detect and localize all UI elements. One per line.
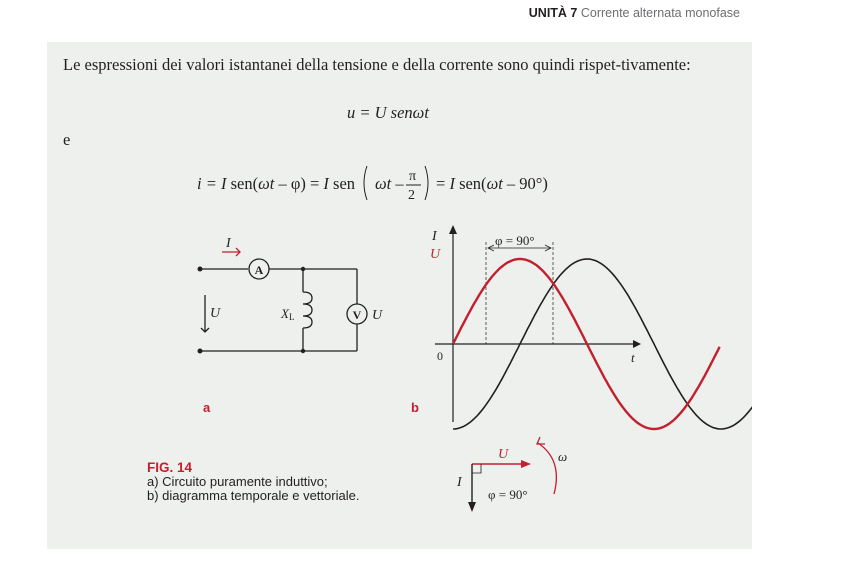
subfigure-b-label: b (411, 400, 419, 415)
waveform-y-label-voltage: U (430, 247, 441, 262)
circuit-diagram (200, 248, 367, 351)
phasor-current-label: I (457, 475, 462, 490)
voltmeter-value-label: U (372, 308, 383, 323)
eq-pi: π (409, 169, 417, 184)
subfigure-a-label: a (203, 400, 211, 415)
figure-caption-line-a: a) Circuito puramente induttivo; (147, 474, 328, 489)
phasor-omega-label: ω (558, 449, 568, 464)
terminal-top-icon (198, 267, 203, 272)
waveform-origin-label: 0 (437, 349, 443, 363)
equation-voltage-text: u = U senωt (347, 103, 429, 122)
paren-left (364, 166, 367, 200)
equation-current (197, 166, 548, 203)
node-bottom-icon (301, 349, 305, 353)
eq-tail: = I sen(ωt – 90°) (436, 174, 548, 193)
inductor-coil (303, 292, 312, 328)
waveform-x-label: t (631, 350, 635, 365)
connector-text: e (63, 130, 71, 149)
waveform-phase-label: φ = 90° (495, 233, 535, 248)
right-angle-icon (472, 464, 481, 473)
y-axis-arrow-icon (449, 225, 457, 234)
equation-current-text: i = I sen(ωt – φ) = I sen (197, 174, 356, 193)
waveform-y-label-current: I (432, 229, 437, 244)
figure-caption-title: FIG. 14 (147, 460, 193, 475)
waveform-diagram (435, 225, 752, 429)
figure-caption (147, 461, 359, 503)
inductor-label: XL (281, 306, 295, 322)
ammeter-label: A (254, 263, 264, 277)
intro-paragraph: Le espressioni dei valori istantanei della tensione e della corrente sono quindi rispet-tivamente: (63, 55, 691, 74)
x-axis-arrow-icon (633, 340, 641, 348)
unit-number: UNITÀ 7 (528, 6, 578, 20)
phasor-phase-label: φ = 90° (488, 487, 528, 502)
node-top-icon (301, 267, 305, 271)
rotation-arc-icon (538, 443, 556, 494)
circuit-current-label: I (226, 236, 231, 251)
eq-two: 2 (408, 188, 415, 203)
page-header (529, 6, 740, 20)
current-phasor-arrow-icon (468, 502, 476, 512)
eq-omega-t: ωt – (375, 174, 404, 193)
phasor-voltage-label: U (498, 447, 509, 462)
terminal-bottom-icon (198, 349, 203, 354)
voltage-phasor-arrow-icon (521, 460, 531, 468)
figure-caption-line-b: b) diagramma temporale e vettoriale. (147, 488, 360, 503)
content-box (47, 42, 752, 549)
circuit-voltage-label: U (210, 306, 221, 321)
voltmeter-label: V (352, 308, 362, 322)
unit-title: Corrente alternata monofase (580, 6, 740, 20)
paren-right (425, 166, 428, 200)
